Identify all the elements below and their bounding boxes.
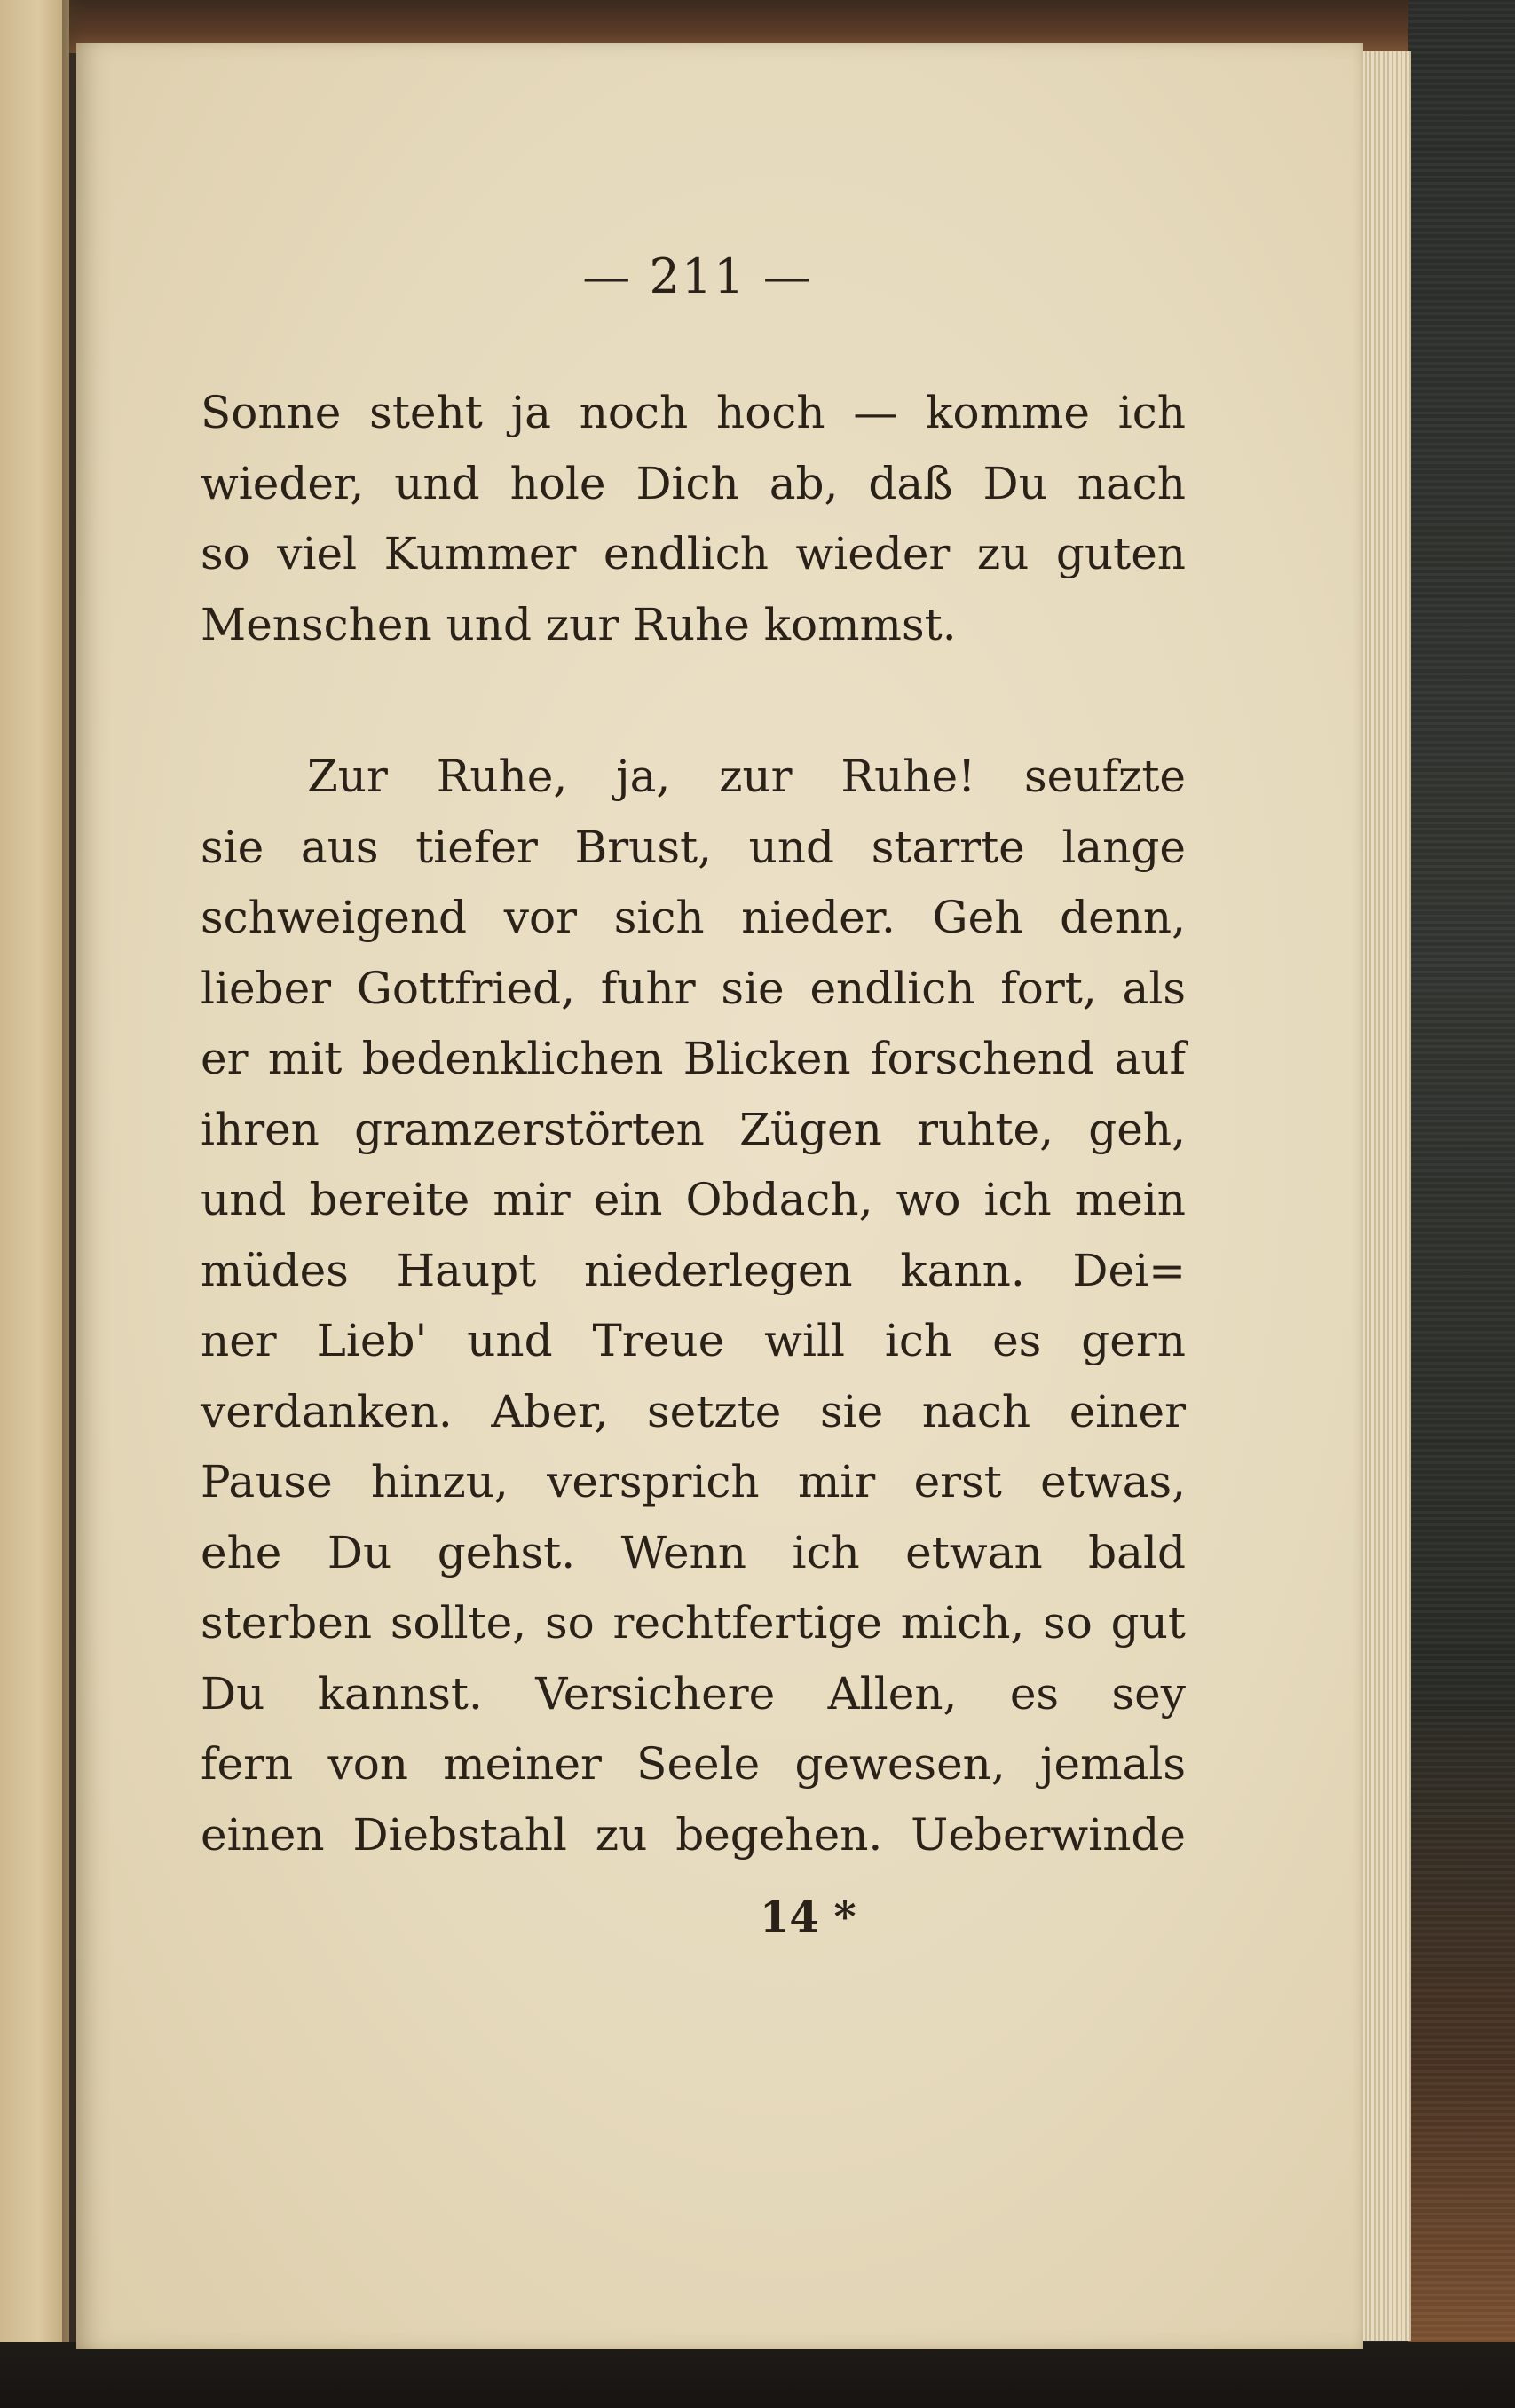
text-line: schweigend vor sich nieder. Geh denn,	[201, 892, 1186, 943]
text-line: Du kannst. Versichere Allen, es sey	[201, 1667, 1186, 1719]
text-line: einen Diebstahl zu begehen. Ueberwinde	[201, 1808, 1186, 1861]
text-line: lieber Gottfried, fuhr sie endlich fort, als	[201, 962, 1186, 1014]
page-text	[201, 378, 1186, 1870]
text-line: so viel Kummer endlich wieder zu guten	[201, 528, 1186, 579]
paragraph-2	[201, 742, 1186, 1870]
text-line: fern von meiner Seele gewesen, jemals	[201, 1738, 1186, 1790]
book-page	[76, 43, 1363, 2349]
text-line: er mit bedenklichen Blicken forschend auf	[201, 1033, 1186, 1084]
text-line: müdes Haupt niederlegen kann. Dei=	[201, 1244, 1186, 1296]
text-line: Sonne steht ja noch hoch — komme ich	[201, 387, 1186, 438]
book-cover-edge	[1408, 0, 1515, 2408]
text-line: Menschen und zur Ruhe kommst.	[201, 598, 957, 650]
page-number: — 211 —	[582, 248, 813, 304]
text-line: ehe Du gehst. Wenn ich etwan bald	[201, 1526, 1186, 1578]
text-line: sterben sollte, so rechtfertige mich, so gut	[201, 1597, 1186, 1649]
signature-mark: 14 *	[760, 1893, 856, 1942]
text-line: und bereite mir ein Obdach, wo ich mein	[201, 1174, 1186, 1225]
text-line: ihren gramzerstörten Zügen ruhte, geh,	[201, 1103, 1186, 1155]
paragraph-1	[201, 378, 1186, 660]
text-line: Zur Ruhe, ja, zur Ruhe! seufzte	[307, 751, 1186, 802]
paragraph-gap	[201, 660, 1186, 742]
book-cover-bottom	[0, 2342, 1515, 2408]
text-line: ner Lieb' und Treue will ich es gern	[201, 1315, 1186, 1366]
text-line: sie aus tiefer Brust, und starrte lange	[201, 821, 1186, 873]
text-line: Pause hinzu, versprich mir erst etwas,	[201, 1456, 1186, 1507]
text-line: verdanken. Aber, setzte sie nach einer	[201, 1385, 1186, 1437]
text-line: wieder, und hole Dich ab, daß Du nach	[201, 457, 1186, 509]
left-facing-page	[0, 0, 69, 2408]
